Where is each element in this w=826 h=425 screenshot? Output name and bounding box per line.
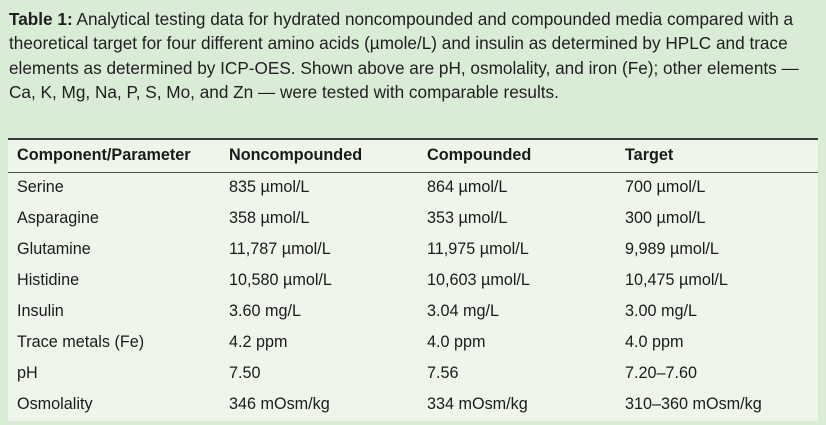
header-cell-noncompounded: Noncompounded [229,146,363,164]
row-label: Osmolality [17,395,93,413]
target-value: 300 µmol/L [625,209,706,227]
table-row [8,296,818,327]
compounded-value: 353 µmol/L [427,209,508,227]
compounded-value: 4.0 ppm [427,333,486,351]
target-value: 9,989 µmol/L [625,240,719,258]
caption-lead: Table 1: [9,9,73,29]
noncompounded-value: 7.50 [229,364,261,382]
target-value: 700 µmol/L [625,178,706,196]
noncompounded-value: 4.2 ppm [229,333,288,351]
target-value: 3.00 mg/L [625,302,697,320]
compounded-value: 10,603 µmol/L [427,271,530,289]
row-label: Asparagine [17,209,99,227]
compounded-value: 3.04 mg/L [427,302,499,320]
noncompounded-value: 835 µmol/L [229,178,310,196]
noncompounded-value: 10,580 µmol/L [229,271,332,289]
target-value: 10,475 µmol/L [625,271,728,289]
compounded-value: 11,975 µmol/L [427,240,529,258]
header-cell-component: Component/Parameter [17,146,191,164]
compounded-value: 334 mOsm/kg [427,395,528,413]
table-row [8,234,818,265]
row-label: Histidine [17,271,80,289]
table-row [8,389,818,420]
data-table [8,138,818,421]
noncompounded-value: 3.60 mg/L [229,302,301,320]
table-row [8,327,818,358]
header-cell-compounded: Compounded [427,146,532,164]
noncompounded-value: 358 µmol/L [229,209,310,227]
header-cell-target: Target [625,146,674,164]
target-value: 310–360 mOsm/kg [625,395,762,413]
table-header-row [8,140,818,173]
target-value: 7.20–7.60 [625,364,698,382]
row-label: Glutamine [17,240,91,258]
row-label: Serine [17,178,64,196]
row-label: pH [17,364,38,382]
table-row [8,358,818,389]
table-caption [9,7,817,105]
compounded-value: 7.56 [427,364,459,382]
noncompounded-value: 11,787 µmol/L [229,240,331,258]
table-row [8,265,818,296]
caption-text: Analytical testing data for hydrated noncompounded and compounded media compared with a theoretical target for four different amino acids (µmole/L) and insulin as determined by HPLC and trace elements as determined by ICP-OES. Shown above are pH, osmolality, and iron (Fe); other elements — Ca, K, Mg, Na, P, S, Mo, and Zn — were tested with comparable results. [9,9,799,103]
noncompounded-value: 346 mOsm/kg [229,395,330,413]
table-row [8,172,818,203]
target-value: 4.0 ppm [625,333,684,351]
row-label: Trace metals (Fe) [17,333,145,351]
compounded-value: 864 µmol/L [427,178,508,196]
row-label: Insulin [17,302,64,320]
table-row [8,203,818,234]
